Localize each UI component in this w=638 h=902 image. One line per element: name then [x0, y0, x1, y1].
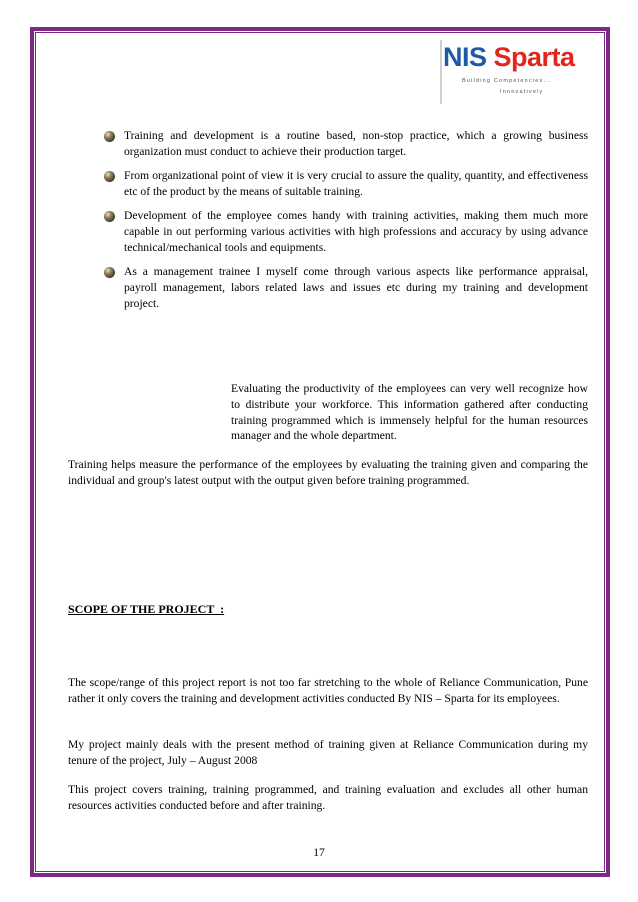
logo-tagline-2: Innovatively	[500, 89, 544, 95]
bullet-icon	[104, 171, 115, 182]
bullet-icon	[104, 211, 115, 222]
page-number: 17	[313, 846, 325, 859]
paragraph-method: My project mainly deals with the present method of training given at Reliance Communication during my tenure of the project, July – August 2008	[68, 738, 588, 767]
bullet-text: From organizational point of view it is very crucial to assure the quality, quantity, and effectiveness etc of the product by the means of suitable training.	[124, 169, 588, 198]
nis-sparta-logo	[440, 38, 615, 106]
list-item	[104, 128, 588, 160]
bullet-list	[104, 128, 588, 320]
bullet-text: Training and development is a routine based, non-stop practice, which a growing business organization must conduct to achieve their production target.	[124, 129, 588, 158]
logo-tagline-1: Building Competencies...	[462, 78, 552, 84]
logo-nis-text: NIS	[443, 42, 487, 72]
paragraph-covers: This project covers training, training programmed, and training evaluation and excludes all other human resources activities conducted before and after training.	[68, 783, 588, 812]
list-item	[104, 264, 588, 311]
paragraph-measure: Training helps measure the performance of the employees by evaluating the training given and comparing the individual and group's latest output with the output given before training programmed.	[68, 458, 588, 487]
list-item	[104, 208, 588, 255]
bullet-text: As a management trainee I myself come through various aspects like performance appraisal, payroll management, labors related laws and issues etc during my training and development project.	[124, 265, 588, 310]
bullet-text: Development of the employee comes handy with training activities, making them much more capable in out performing various activities with high professions and accuracy by using advance technical/mechanical tools and equipments.	[124, 209, 588, 254]
logo-wordmark	[443, 42, 575, 72]
paragraph-scope: The scope/range of this project report is not too far stretching to the whole of Reliance Communication, Pune rather it only covers the training and development activities conducted By NIS – Sparta for its employees.	[68, 676, 588, 705]
section-heading: SCOPE OF THE PROJECT :	[68, 602, 225, 616]
bullet-icon	[104, 131, 115, 142]
logo-sparta-text: Sparta	[493, 42, 575, 72]
paragraph-evaluating: Evaluating the productivity of the employees can very well recognize how to distribute your workforce. This information gathered after conducting training programmed which is immensely helpful for the human resources manager and the whole department.	[231, 382, 588, 443]
list-item	[104, 168, 588, 200]
logo-divider	[440, 40, 442, 104]
bullet-icon	[104, 267, 115, 278]
